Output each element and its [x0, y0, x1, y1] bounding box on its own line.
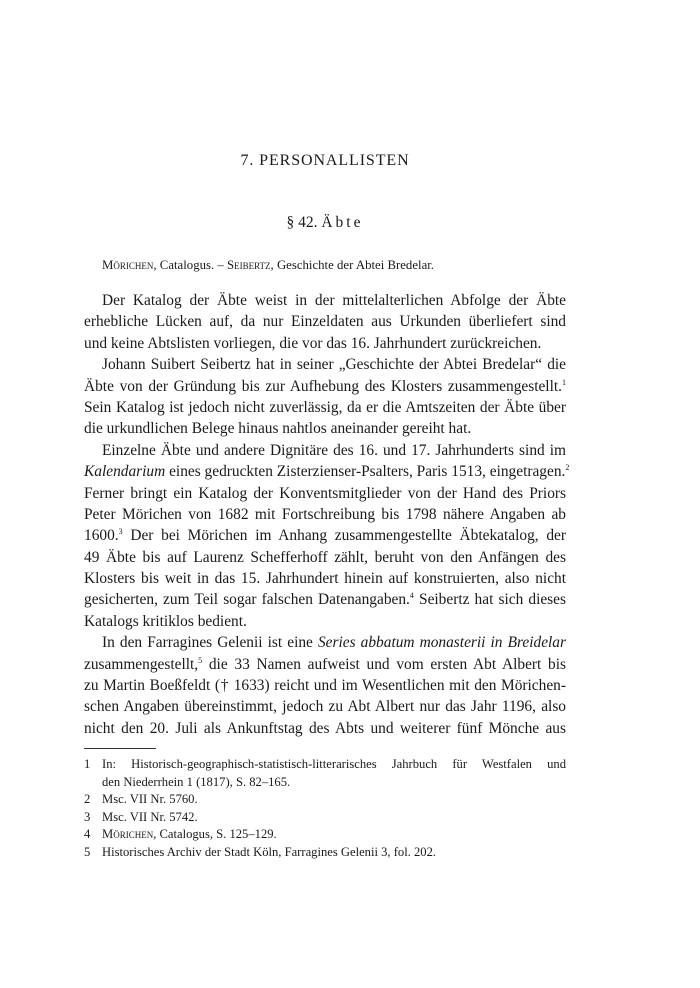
italic-term: Series abbatum monasterii in Breidelar	[317, 634, 566, 652]
text-line: Peter Mörichen von 1682 mit Fortschreibung bis 1798 nähere Angaben ab	[84, 505, 566, 523]
footnote-reference: 1	[562, 377, 566, 387]
footnote-text: Historisches Archiv der Stadt Köln, Farragines Gelenii 3, fol. 202.	[102, 844, 437, 859]
text-line: die urkundlichen Belege hinaus nahtlos aneinander gereiht hat.	[84, 420, 472, 438]
text-line: In den Farragines Gelenii ist eine Series abbatum monasterii in Breidelar	[102, 634, 566, 652]
literature-references	[102, 258, 566, 273]
text-line: Katalogs kritiklos bedient.	[84, 612, 247, 630]
footnote-divider	[84, 748, 156, 749]
body-text	[84, 290, 570, 739]
text-line: 1600.$^3$ Der bei Mörichen im Anhang zusammengestellte Äbtekatalog, der	[84, 527, 566, 545]
text-line: Einzelne Äbte und andere Dignitäre des 16. und 17. Jahrhunderts sind im	[102, 441, 566, 459]
text-line: und keine Abtslisten vorliegen, die vor das 16. Jahrhundert zurückreichen.	[84, 334, 542, 352]
footnote	[84, 844, 566, 862]
text-line: nicht den 20. Juli als Ankunftstag des Abts und weiterer fünf Mönche aus	[84, 719, 566, 737]
footnote	[84, 809, 566, 827]
footnote-text: Mörichen, Catalogus, S. 125–129.	[102, 827, 277, 841]
footnote-text: Msc. VII Nr. 5760.	[102, 792, 198, 806]
italic-term: Kalendarium	[84, 463, 166, 481]
text-line: 49 Äbte bis auf Laurenz Schefferhoff zählt, beruht von den Anfängen des	[84, 548, 566, 566]
footnote-number: 4	[84, 827, 91, 841]
footnote-number: 5	[84, 844, 91, 859]
footnote-author: Mörichen	[102, 827, 154, 841]
footnote-reference: 5	[198, 655, 203, 665]
footnote-text: Msc. VII Nr. 5742.	[102, 809, 198, 824]
footnote	[84, 791, 566, 809]
footnotes	[84, 756, 566, 861]
footnote-number: 3	[84, 809, 91, 824]
footnote-reference: 4	[409, 591, 414, 601]
section-title	[84, 214, 566, 232]
footnote-reference: 2	[565, 463, 570, 472]
footnote-text: In: Historisch-geographisch-statistisch-litterarisches Jahrbuch für Westfalen und	[102, 757, 566, 771]
text-line: gesicherten, zum Teil sogar falschen Datenangaben.$^4$ Seibertz hat sich dieses	[84, 591, 566, 609]
text-line: zusammengestellt,$^5$ die 33 Namen aufweist und vom ersten Abt Albert bis	[84, 655, 566, 673]
footnote	[84, 756, 566, 791]
text-line: zu Martin Boeßfeldt († 1633) reicht und im Wesentlichen mit den Mörichen-	[84, 677, 566, 695]
text-line: schen Angaben übereinstimmt, jedoch zu Abt Albert nur das Jahr 1196, also	[84, 698, 566, 716]
text-line: Johann Suibert Seibertz hat in seiner „Geschichte der Abtei Bredelar“ die	[102, 356, 566, 374]
footnote	[84, 826, 566, 844]
text-line: Klosters bis weit in das 15. Jahrhundert hinein auf konstruierten, also nicht	[84, 570, 566, 588]
literature-work: , Catalogus. –	[153, 258, 227, 272]
literature-author: Mörichen	[102, 258, 154, 272]
section-heading: Äbte	[321, 214, 364, 231]
chapter-title: 7. PERSONALLISTEN	[240, 152, 410, 169]
footnote-text: den Niederrhein 1 (1817), S. 82–165.	[102, 774, 291, 789]
footnote-number: 2	[84, 792, 91, 806]
text-line: Äbte von der Gründung bis zur Aufhebung des Klosters zusammengestellt.$^1$	[84, 377, 566, 395]
text-line: Sein Katalog ist jedoch nicht zuverlässig, da er die Amtszeiten der Äbte über	[84, 398, 566, 416]
text-line: Kalendarium eines gedruckten Zisterzienser-Psalters, Paris 1513, eingetragen.$^2$	[84, 463, 570, 481]
literature-author: Seibertz	[226, 258, 271, 272]
literature-work: , Geschichte der Abtei Bredelar.	[270, 258, 435, 272]
footnote-number: 1	[84, 757, 91, 771]
text-line: Der Katalog der Äbte weist in der mittelalterlichen Abfolge der Äbte	[102, 292, 566, 309]
section-number: § 42.	[286, 214, 318, 231]
footnote-reference: 3	[118, 527, 123, 537]
text-line: erhebliche Lücken auf, da nur Einzeldaten aus Urkunden überliefert sind	[84, 313, 566, 331]
text-line: Ferner bringt ein Katalog der Konventsmitglieder von der Hand des Priors	[84, 484, 566, 502]
